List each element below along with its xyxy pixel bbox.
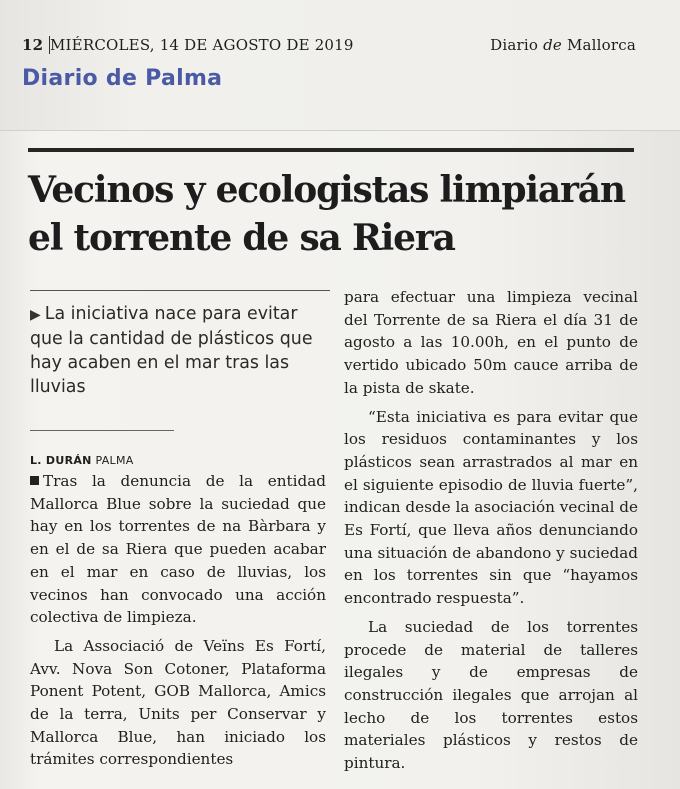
paragraph-text: Tras la denuncia de la entidad Mallorca Blue sobre la suciedad que hay en los torrentes de na Bàrbara y en el de sa Riera que pueden acabar en el mar en caso de lluvias, los vecinos han convocado una acción colectiva de limpieza. [30, 472, 326, 627]
article-lead [30, 302, 330, 399]
page-header [0, 0, 680, 131]
lead-top-rule [30, 290, 330, 291]
byline-location: PALMA [95, 454, 134, 467]
article-headline [28, 166, 638, 262]
article-top-rule [28, 148, 634, 152]
masthead-suffix: Mallorca [561, 36, 636, 54]
paragraph: para efectuar una limpieza vecinal del Torrente de sa Riera el día 31 de agosto a las 10.00h, en el punto de vertido ubicado 50m cauce arriba de la pista de skate. [344, 288, 638, 397]
masthead-italic: de [543, 36, 562, 54]
paragraph: La suciedad de los torrentes procede de material de talleres ilegales y de empresas de construcción ilegales que arrojan al lecho de los torrentes estos materiales plásticos y restos de pintura. [344, 617, 638, 773]
article-column-left [30, 470, 326, 771]
masthead-prefix: Diario [490, 36, 544, 54]
triangle-icon: ▶ [30, 307, 41, 323]
lead-bottom-rule [30, 430, 174, 431]
article-column-right [344, 286, 638, 775]
publication-date: MIÉRCOLES, 14 DE AGOSTO DE 2019 [50, 36, 354, 54]
header-topline [22, 36, 636, 60]
section-title: Diario de Palma [22, 66, 223, 91]
headline-line-2: el torrente de sa Riera [28, 217, 455, 259]
lead-text: La iniciativa nace para evitar que la cantidad de plásticos que hay acaben en el mar tras las lluvias [30, 304, 313, 397]
byline-author: L. DURÁN [30, 454, 92, 467]
paragraph [30, 470, 326, 629]
byline [30, 454, 134, 467]
paragraph: La Associació de Veïns Es Fortí, Avv. Nova Son Cotoner, Plataforma Ponent Potent, GOB Mallorca, Amics de la terra, Units per Conservar y Mallorca Blue, han iniciado los trámites correspondientes [30, 636, 326, 769]
paragraph: “Esta iniciativa es para evitar que los residuos contaminantes y los plásticos sean arrastrados al mar en el siguiente episodio de lluvia fuerte”, indican desde la asociación vecinal de Es Fortí, que lleva años denunciando una situación de abandono y suciedad en los torrentes sin que “hayamos encontrado respuesta”. [344, 407, 638, 608]
page-number: 12 [22, 36, 50, 54]
headline-line-1: Vecinos y ecologistas limpiarán [28, 169, 625, 211]
bullet-square-icon [30, 476, 39, 485]
masthead [490, 36, 636, 54]
